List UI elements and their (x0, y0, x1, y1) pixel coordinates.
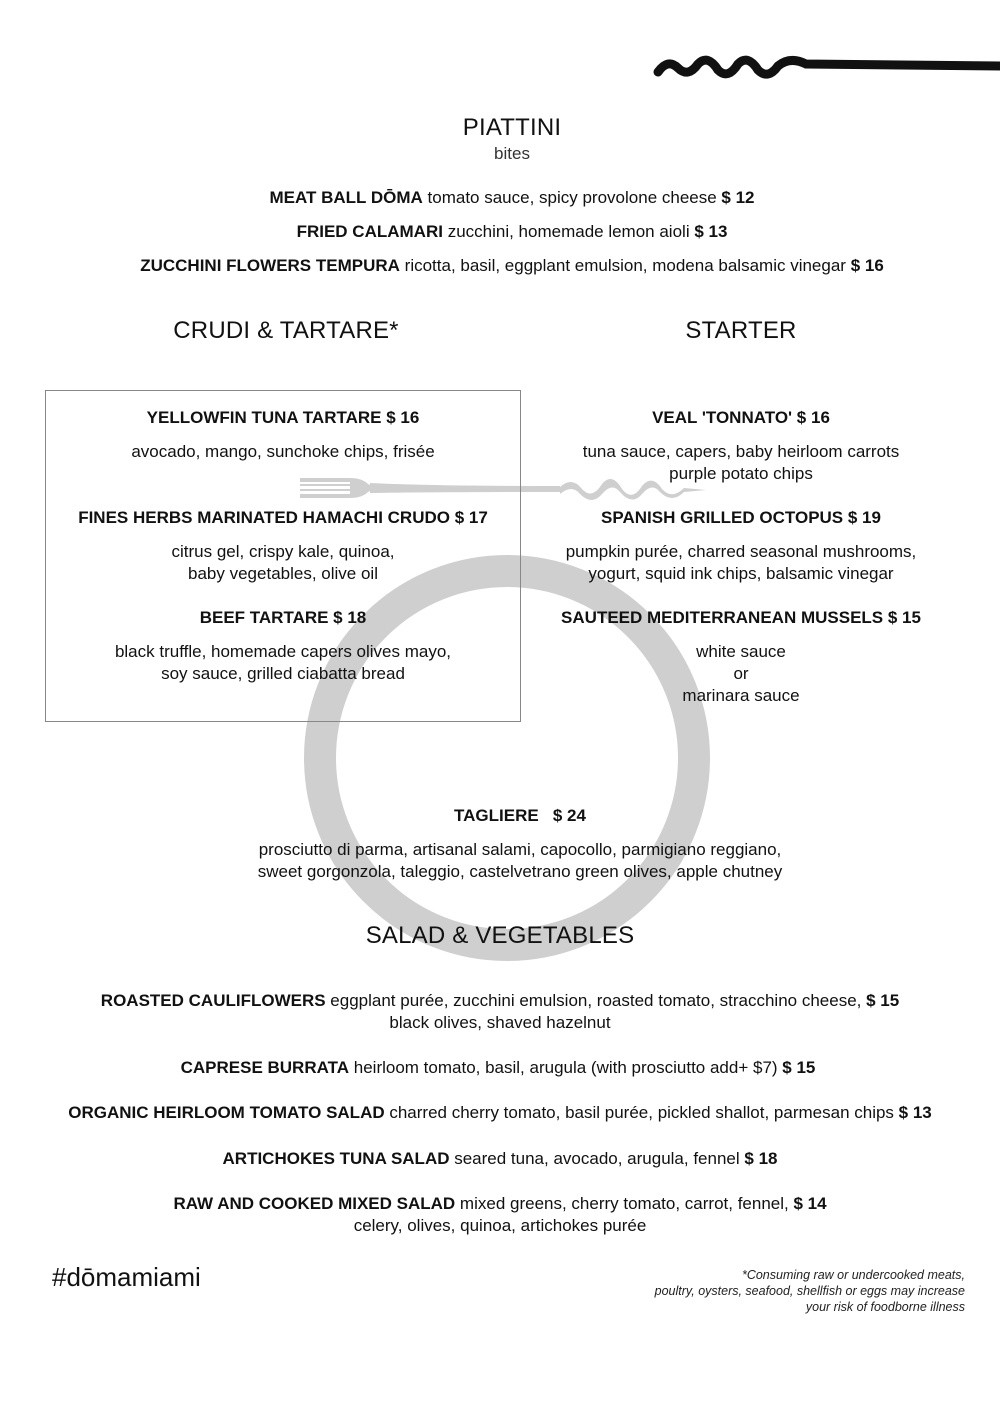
salad-item (0, 1102, 1000, 1124)
disclaimer-line: poultry, oysters, seafood, shellfish or eggs may increase (654, 1284, 965, 1298)
item-name: CAPRESE BURRATA (180, 1058, 350, 1077)
item-desc: heirloom tomato, basil, arugula (with prosciutto add+ $7) (349, 1058, 783, 1077)
disclaimer (545, 1267, 965, 1315)
menu-item (0, 187, 1000, 209)
item-name: MEAT BALL DŌMA (269, 188, 423, 207)
salad-title: SALAD & VEGETABLES (365, 922, 635, 949)
menu-item (0, 255, 1000, 277)
item-desc: mixed greens, cherry tomato, carrot, fennel, (455, 1194, 794, 1213)
item-price: $ 14 (793, 1194, 827, 1213)
item-price: $ 16 (850, 256, 884, 275)
salad-item (0, 1057, 996, 1079)
item-desc: eggplant purée, zucchini emulsion, roasted tomato, stracchino cheese, (325, 991, 867, 1010)
item-name: ARTICHOKES TUNA SALAD (222, 1149, 450, 1168)
starter-item (540, 407, 942, 485)
item-name: YELLOWFIN TUNA TARTARE $ 16 (146, 408, 420, 427)
piattini-title: PIATTINI (462, 114, 562, 141)
item-desc: yogurt, squid ink chips, balsamic vinegar (588, 564, 894, 583)
tagliere-item (0, 805, 1000, 827)
crudi-title: CRUDI & TARTARE* (173, 317, 399, 344)
item-name: VEAL 'TONNATO' $ 16 (652, 408, 830, 427)
item-desc: sweet gorgonzola, taleggio, castelvetrano green olives, apple chutney (257, 862, 783, 881)
crudi-item (45, 407, 521, 463)
starter-item (540, 507, 942, 585)
item-name: SAUTEED MEDITERRANEAN MUSSELS $ 15 (561, 608, 921, 627)
item-desc: soy sauce, grilled ciabatta bread (161, 664, 405, 683)
disclaimer-line: your risk of foodborne illness (805, 1300, 965, 1314)
item-name: FINES HERBS MARINATED HAMACHI CRUDO $ 17 (78, 508, 488, 527)
item-name: SPANISH GRILLED OCTOPUS $ 19 (601, 508, 881, 527)
item-desc: white sauce (696, 642, 786, 661)
starter-item (540, 607, 942, 707)
item-price: $ 12 (721, 188, 755, 207)
item-desc: purple potato chips (669, 464, 813, 483)
item-desc: black olives, shaved hazelnut (389, 1013, 611, 1032)
piattini-subtitle: bites (494, 144, 530, 163)
item-desc: tomato sauce, spicy provolone cheese (422, 188, 722, 207)
item-price: $ 15 (866, 991, 900, 1010)
item-desc: or (733, 664, 749, 683)
tagliere-desc (0, 839, 1000, 883)
item-desc: zucchini, homemade lemon aioli (442, 222, 695, 241)
item-desc: prosciutto di parma, artisanal salami, capocollo, parmigiano reggiano, (258, 840, 782, 859)
item-desc: marinara sauce (682, 686, 800, 705)
crudi-item (45, 607, 521, 685)
disclaimer-line: *Consuming raw or undercooked meats, (741, 1268, 965, 1282)
item-price: $ 13 (694, 222, 728, 241)
item-desc: tuna sauce, capers, baby heirloom carrots (582, 442, 900, 461)
item-name: FRIED CALAMARI (296, 222, 443, 241)
piattini-section (0, 114, 1000, 164)
item-price: $ 15 (782, 1058, 816, 1077)
starter-title: STARTER (685, 317, 797, 344)
menu-item (0, 221, 1000, 243)
wave-squiggle-icon (658, 60, 1000, 74)
salad-item (0, 990, 1000, 1034)
item-name: RAW AND COOKED MIXED SALAD (173, 1194, 456, 1213)
item-desc: seared tuna, avocado, arugula, fennel (449, 1149, 745, 1168)
item-desc: celery, olives, quinoa, artichokes purée (353, 1216, 647, 1235)
salad-item (0, 1193, 1000, 1237)
item-price: $ 18 (744, 1149, 778, 1168)
item-desc: pumpkin purée, charred seasonal mushrooms, (565, 542, 917, 561)
item-desc: baby vegetables, olive oil (188, 564, 378, 583)
item-desc: avocado, mango, sunchoke chips, frisée (131, 442, 435, 461)
item-name: ORGANIC HEIRLOOM TOMATO SALAD (68, 1103, 385, 1122)
item-desc: citrus gel, crispy kale, quinoa, (171, 542, 395, 561)
salad-item (0, 1148, 1000, 1170)
crudi-item (40, 507, 526, 585)
item-price: $ 13 (898, 1103, 932, 1122)
hashtag: #dōmamiami (52, 1262, 201, 1292)
item-desc: ricotta, basil, eggplant emulsion, modena balsamic vinegar (399, 256, 851, 275)
item-name: ROASTED CAULIFLOWERS (100, 991, 326, 1010)
item-desc: black truffle, homemade capers olives mayo, (114, 642, 452, 661)
item-name: BEEF TARTARE $ 18 (199, 608, 367, 627)
item-desc: charred cherry tomato, basil purée, pickled shallot, parmesan chips (384, 1103, 899, 1122)
item-name: ZUCCHINI FLOWERS TEMPURA (140, 256, 400, 275)
item-name: TAGLIERE $ 24 (454, 806, 586, 825)
